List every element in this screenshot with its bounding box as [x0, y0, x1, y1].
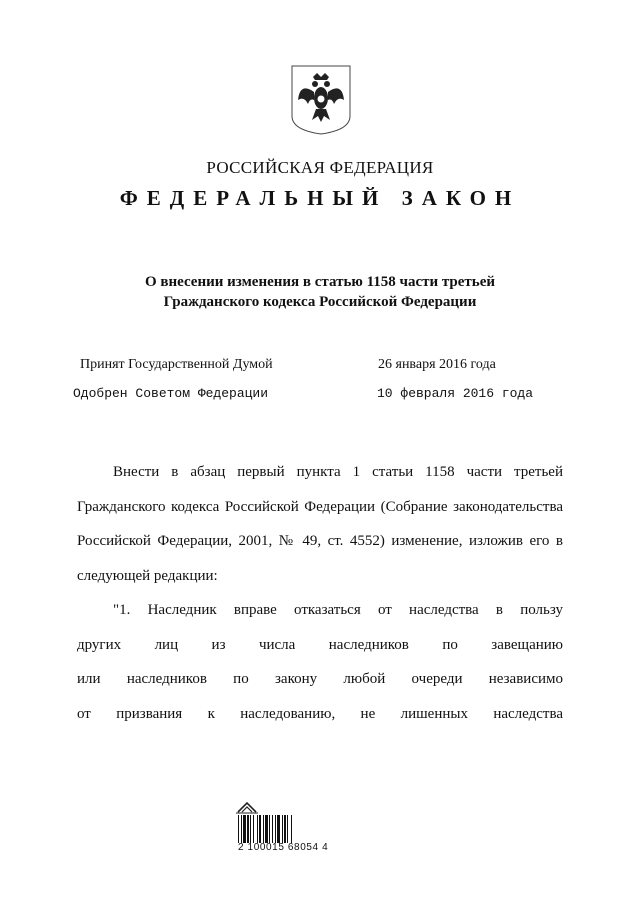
council-label: Одобрен Советом Федерации [73, 386, 269, 401]
barcode-number: 2 100015 68054 4 [238, 842, 329, 853]
paragraph-1-line: Российской Федерации, 2001, № 49, ст. 4552) изменение, изложив его в [77, 533, 563, 549]
duma-label: Принят Государственной Думой [80, 357, 273, 372]
paragraph-2 [77, 593, 563, 731]
paragraph-2-line: от призвания к наследованию, не лишенных наследства [77, 705, 563, 722]
paragraph-1-line: следующей редакции: [77, 567, 218, 584]
country-name: РОССИЙСКАЯ ФЕДЕРАЦИЯ [206, 158, 434, 177]
paragraph-2-line: "1. Наследник вправе отказаться от наследства в пользу [113, 602, 563, 618]
council-date: 10 февраля 2016 года [377, 386, 534, 401]
paragraph-1-line: Гражданского кодекса Российской Федерации (Собрание законодательства [77, 498, 563, 515]
paragraph-1 [77, 455, 563, 593]
paragraph-1-line: Внести в абзац первый пункта 1 статьи 1158 части третьей [113, 464, 563, 480]
law-title-line-1: О внесении изменения в статью 1158 части третьей [144, 274, 496, 290]
barcode-icon [238, 815, 322, 843]
law-title [0, 272, 640, 312]
coat-of-arms-icon [290, 64, 352, 136]
paragraph-2-line: других лиц из числа наследников по завещанию [77, 636, 563, 653]
document-type: ФЕДЕРАЛЬНЫЙ ЗАКОН [119, 186, 521, 210]
law-title-line-2: Гражданского кодекса Российской Федерации [163, 294, 477, 310]
printing-house-logo-icon [236, 800, 258, 814]
paragraph-2-line: или наследников по закону любой очереди независимо [77, 671, 563, 687]
duma-date: 26 января 2016 года [378, 357, 496, 372]
